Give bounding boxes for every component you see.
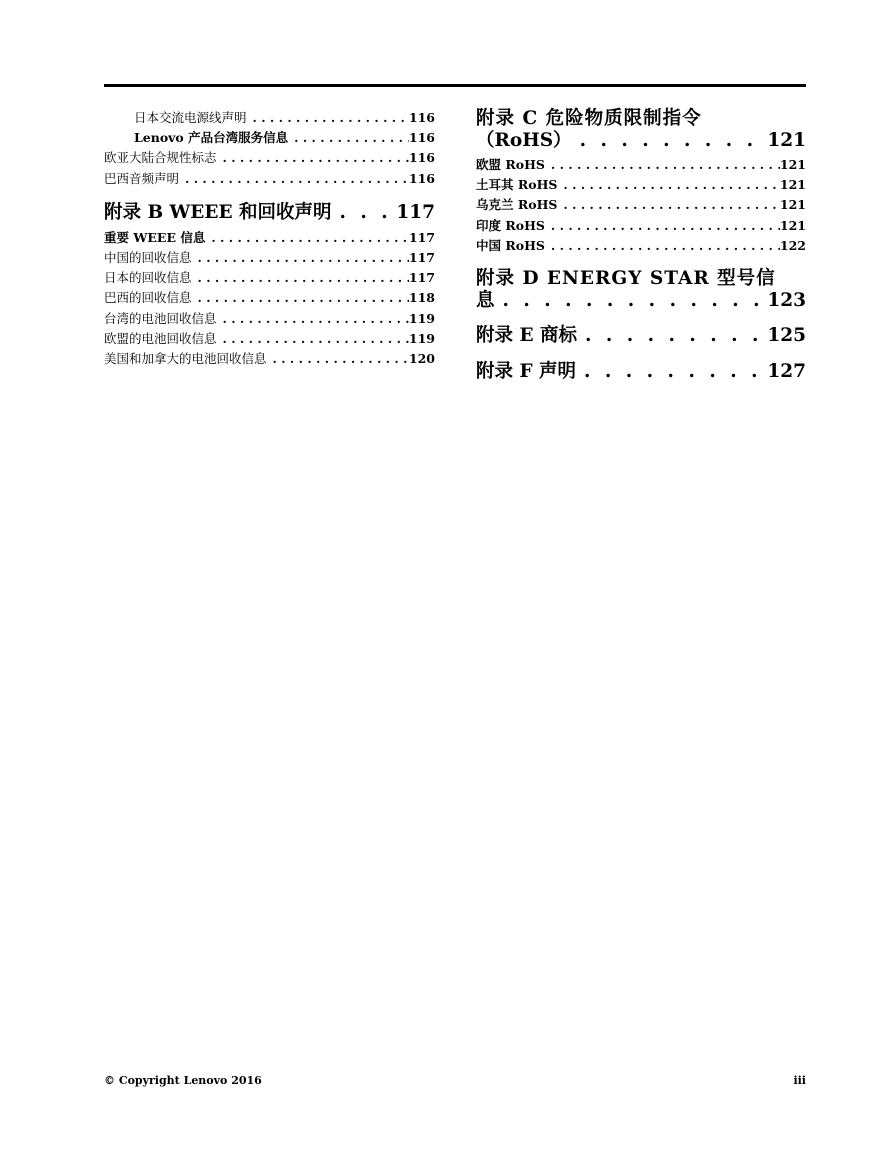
leader-dots xyxy=(557,195,779,215)
toc-entry[interactable] xyxy=(104,148,435,168)
leader-dots xyxy=(205,228,409,248)
leader-dots xyxy=(495,290,768,312)
toc-entry[interactable] xyxy=(476,155,806,175)
toc-entry[interactable] xyxy=(104,248,435,268)
toc-entry[interactable] xyxy=(476,175,806,195)
leader-dots xyxy=(572,130,768,152)
leader-dots xyxy=(217,329,409,349)
toc-entry-title: 日本交流电源线声明 xyxy=(134,110,247,125)
toc-entry-title: 欧盟 RoHS xyxy=(476,157,545,172)
appendix-b-title: 附录 B WEEE 和回收声明 xyxy=(104,201,332,223)
toc-entry-page: 116 xyxy=(408,130,435,146)
toc-entry-page: 117 xyxy=(408,250,435,266)
toc-entry[interactable] xyxy=(104,329,435,349)
toc-entry-title: 巴西音频声明 xyxy=(104,170,180,186)
toc-entry[interactable] xyxy=(104,268,435,288)
appendix-e-page: 125 xyxy=(767,325,806,347)
toc-entry-page: 116 xyxy=(408,170,435,186)
toc-entry-title: 重要 WEEE 信息 xyxy=(104,229,206,245)
appendix-c-title-line2: （RoHS） xyxy=(476,130,572,151)
toc-entry-page: 119 xyxy=(408,330,435,346)
toc-entry-title: 巴西的回收信息 xyxy=(104,290,192,306)
header-rule xyxy=(104,84,806,87)
toc-entry[interactable] xyxy=(104,228,435,248)
toc-entry-title: 欧亚大陆合规性标志 xyxy=(104,150,217,166)
appendix-b-heading[interactable] xyxy=(104,202,435,224)
appendix-c-title-line1: 附录 C 危险物质限制指令 xyxy=(476,108,702,129)
appendix-b-page: 117 xyxy=(396,201,435,223)
appendix-e-heading[interactable] xyxy=(476,325,806,347)
toc-entry-page: 121 xyxy=(779,217,806,233)
toc-entry-title: 台湾的电池回收信息 xyxy=(104,310,217,326)
toc-entry[interactable] xyxy=(104,288,435,308)
toc-entry[interactable] xyxy=(104,309,435,329)
leader-dots xyxy=(267,349,409,369)
toc-entry-page: 117 xyxy=(408,270,435,286)
toc-entry-page: 116 xyxy=(408,150,435,166)
toc-entry-title: 美国和加拿大的电池回收信息 xyxy=(104,351,267,367)
toc-entry-title: 中国 RoHS xyxy=(476,237,545,253)
toc-entry-page: 122 xyxy=(779,237,806,253)
appendix-d-title-line2: 息 xyxy=(476,290,495,312)
toc-entry[interactable] xyxy=(476,195,806,215)
toc-entry-title: 乌克兰 RoHS xyxy=(476,197,558,213)
leader-dots xyxy=(192,248,409,268)
toc-left-column xyxy=(104,108,435,369)
toc-entry[interactable] xyxy=(104,349,435,369)
page-number: iii xyxy=(793,1074,806,1087)
toc-entry[interactable] xyxy=(104,169,435,189)
leader-dots xyxy=(545,236,780,256)
leader-dots xyxy=(577,325,767,347)
appendix-c-heading[interactable] xyxy=(476,108,806,152)
toc-entry[interactable] xyxy=(476,216,806,236)
toc-entry-title: 土耳其 RoHS xyxy=(476,177,558,193)
leader-dots xyxy=(192,288,409,308)
toc-entry[interactable] xyxy=(104,128,435,148)
leader-dots xyxy=(192,268,409,288)
leader-dots xyxy=(545,155,780,175)
leader-dots xyxy=(247,108,409,128)
toc-entry-page: 118 xyxy=(408,290,435,306)
leader-dots xyxy=(217,148,409,168)
copyright-notice: © Copyright Lenovo 2016 xyxy=(104,1074,262,1087)
toc-entry-title: 欧盟的电池回收信息 xyxy=(104,330,217,346)
toc-entry-title: 中国的回收信息 xyxy=(104,250,192,266)
leader-dots xyxy=(545,216,780,236)
leader-dots xyxy=(179,169,409,189)
appendix-f-heading[interactable] xyxy=(476,361,806,383)
toc-entry-page: 120 xyxy=(408,351,435,367)
leader-dots xyxy=(557,175,779,195)
appendix-f-title: 附录 F 声明 xyxy=(476,361,577,383)
appendix-d-title-line1: 附录 D ENERGY STAR 型号信 xyxy=(476,268,776,290)
toc-entry-title: Lenovo 产品台湾服务信息 xyxy=(134,130,289,146)
leader-dots xyxy=(576,361,767,383)
toc-right-column xyxy=(476,108,806,383)
leader-dots xyxy=(288,128,409,148)
toc-entry-title: 印度 RoHS xyxy=(476,217,545,233)
toc-entry-page: 121 xyxy=(779,197,806,213)
leader-dots xyxy=(217,309,409,329)
toc-entry-page: 117 xyxy=(408,229,435,245)
toc-entry-page: 121 xyxy=(779,157,806,172)
appendix-c-page: 121 xyxy=(767,130,806,151)
toc-entry[interactable] xyxy=(104,108,435,128)
toc-entry-title: 日本的回收信息 xyxy=(104,270,192,286)
appendix-e-title: 附录 E 商标 xyxy=(476,325,577,347)
appendix-f-page: 127 xyxy=(767,361,806,383)
toc-entry[interactable] xyxy=(476,236,806,256)
toc-entry-page: 116 xyxy=(408,110,435,125)
leader-dots xyxy=(332,202,397,224)
appendix-d-page: 123 xyxy=(767,290,806,312)
toc-entry-page: 121 xyxy=(779,177,806,193)
toc-entry-page: 119 xyxy=(408,310,435,326)
appendix-d-heading[interactable] xyxy=(476,268,806,312)
